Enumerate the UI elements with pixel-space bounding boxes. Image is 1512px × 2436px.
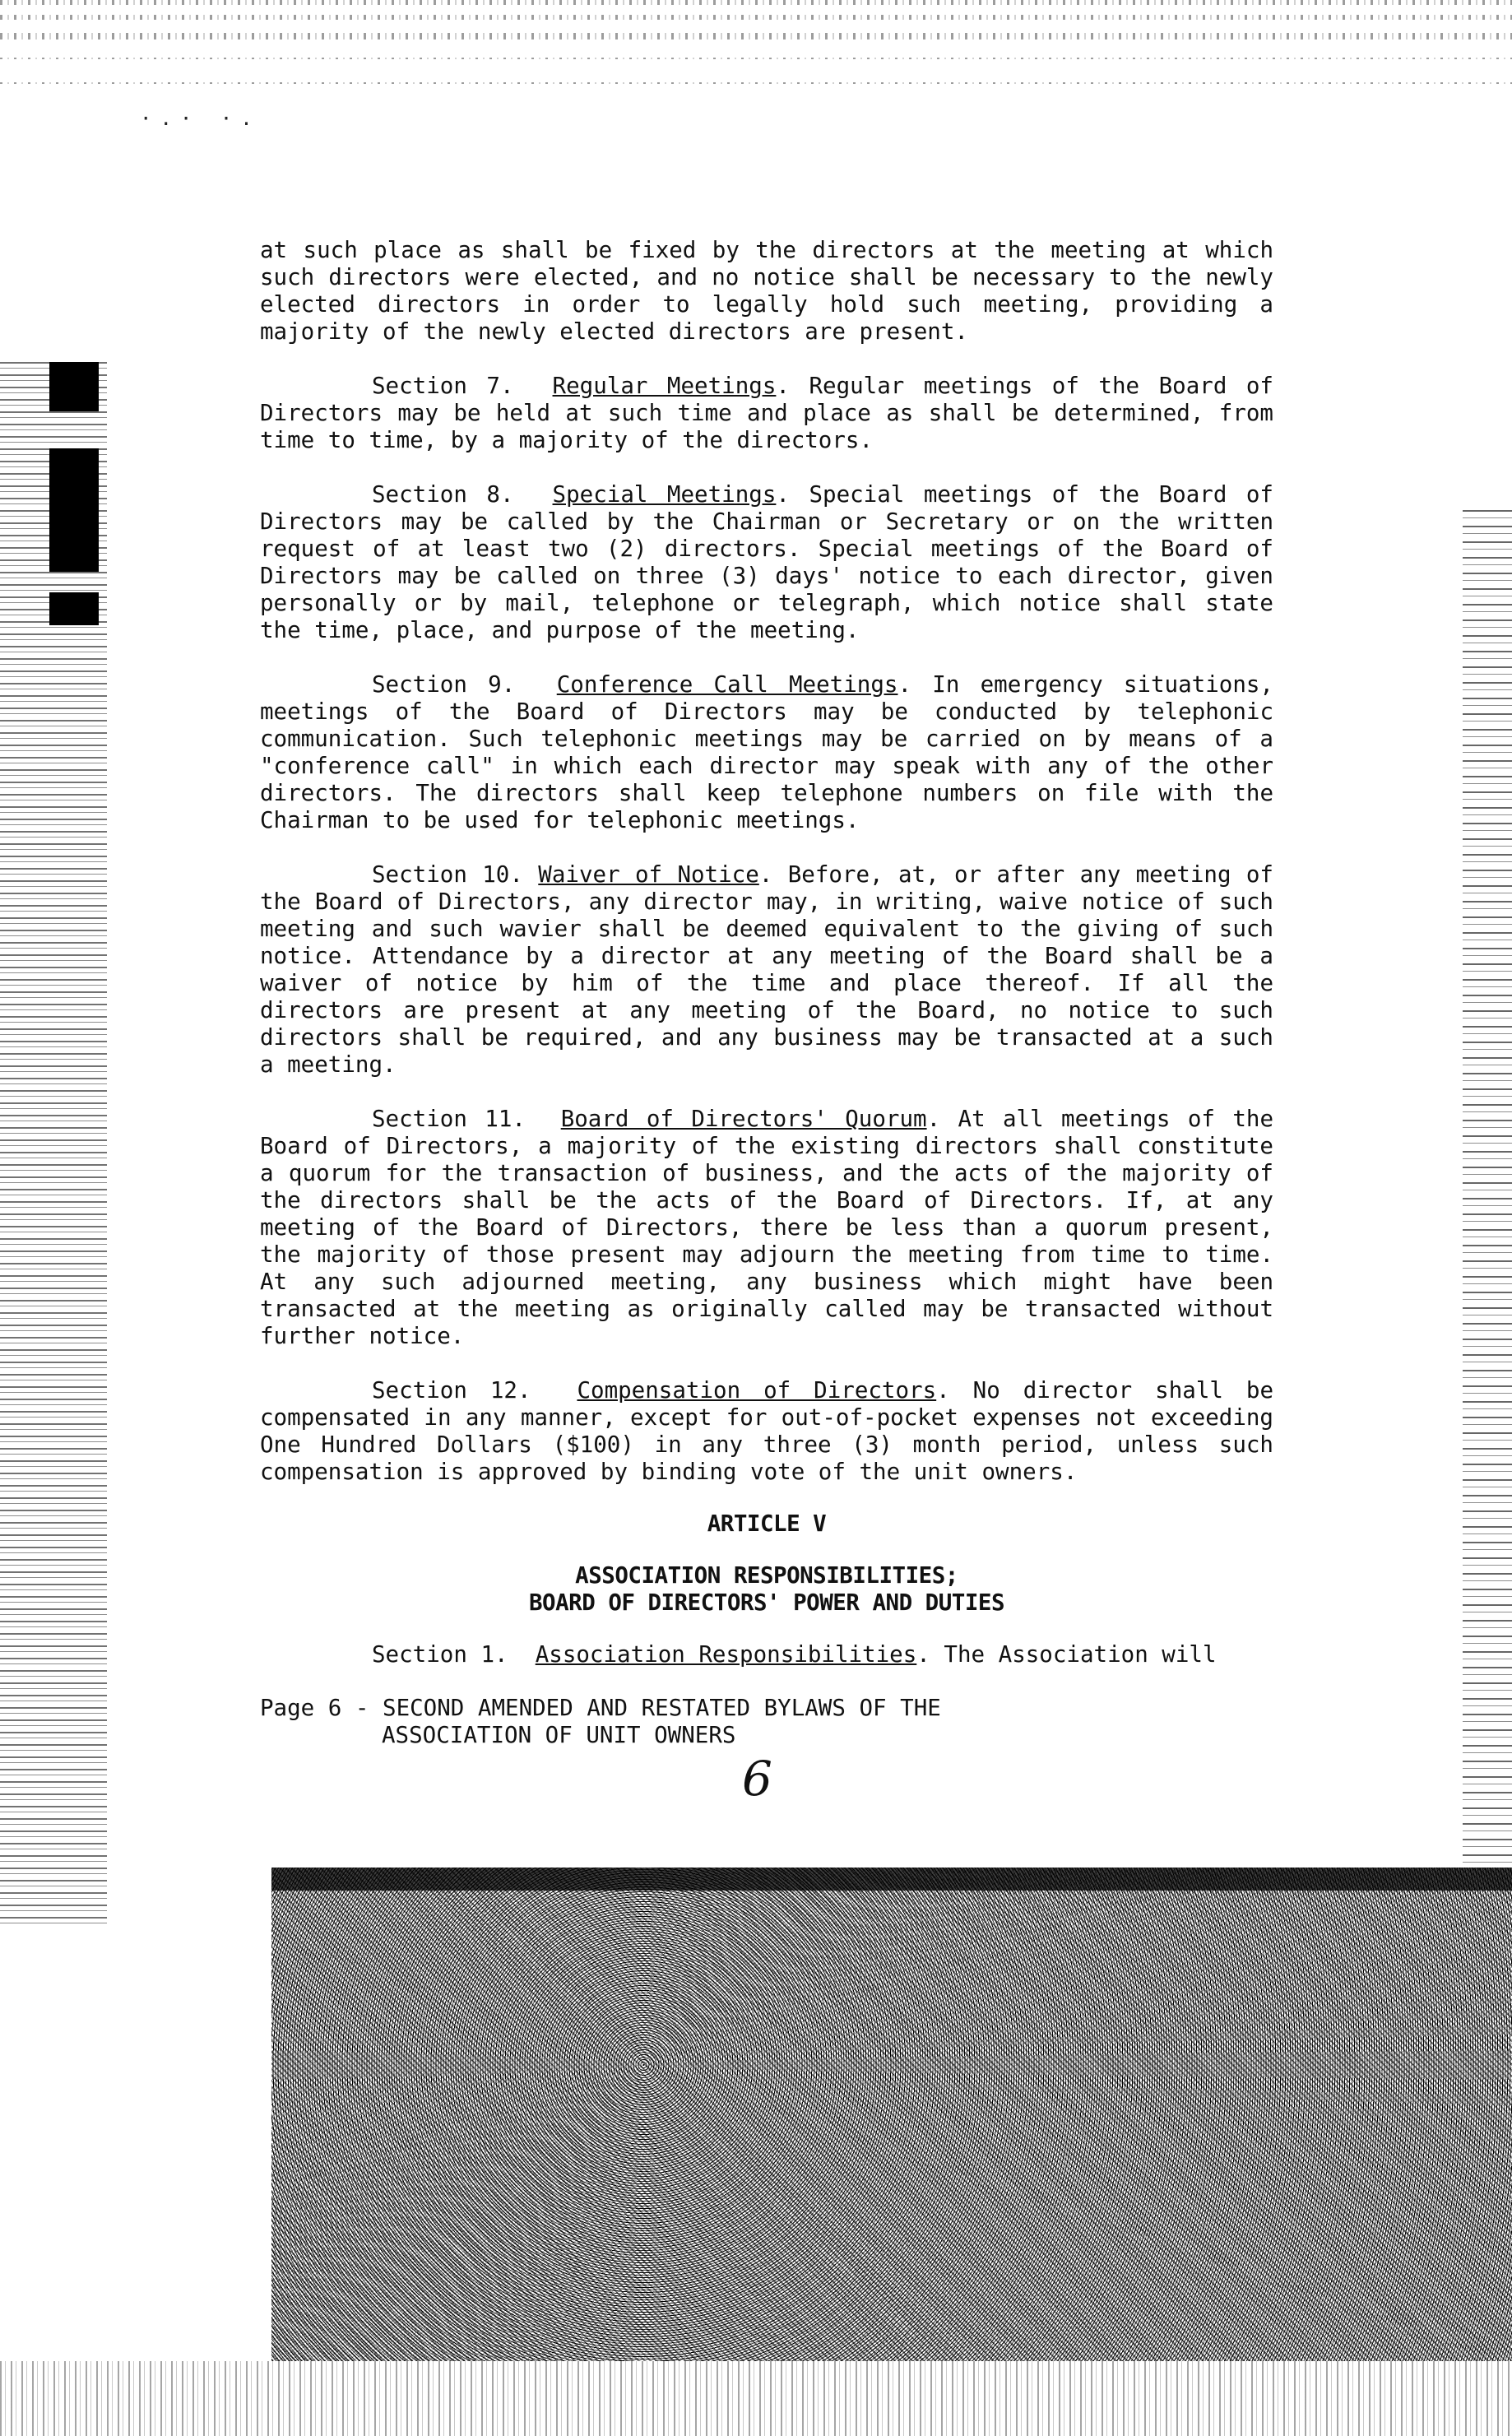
document-page [260, 237, 1273, 1668]
article-subtitle-line2: BOARD OF DIRECTORS' POWER AND DUTIES [528, 1589, 1005, 1616]
opening-paragraph: at such place as shall be fixed by the directors at the meeting at which such directors were elected, and no notice shall be necessary to the newly elected directors in order to legally hold such meeting, providing a majority of the newly elected directors are present. [260, 237, 1273, 345]
footer-line1: Page 6 - SECOND AMENDED AND RESTATED BYLAWS OF THE [260, 1695, 941, 1721]
scan-edge-bottom [271, 1868, 1512, 1891]
scan-block-left-1 [49, 362, 99, 411]
article-section-1 [260, 1641, 1273, 1668]
scan-noise-right [1463, 510, 1512, 1991]
section-8-body: . Special meetings of the Board of Directors may be called by the Chairman or Secretary or on the written request of at least two (2) directors. Special meetings of the Board of Directors may be called on three (3) days' notice to each director, given personally or by mail, telephone or telegraph, which notice shall state the time, place, and purpose of the meeting. [260, 481, 1273, 643]
section-8-number: Section 8. [372, 481, 514, 508]
scan-block-left-3 [49, 592, 99, 625]
section-9-number: Section 9. [372, 671, 516, 698]
section-11-title: Board of Directors' Quorum [560, 1106, 927, 1132]
section-12 [260, 1377, 1273, 1486]
section-12-title: Compensation of Directors [577, 1377, 937, 1404]
section-11-number: Section 11. [372, 1106, 526, 1132]
section-10 [260, 861, 1273, 1079]
article-section-1-body: . The Association will [916, 1641, 1217, 1668]
section-11-body: . At all meetings of the Board of Directors, a majority of the existing directors shall constitute a quorum for the transaction of business, and the acts of the majority of the directors shall be the acts of the Board of Directors. If, at any meeting of the Board of Directors, there be less than a quorum present, the majority of those present may adjourn the meeting from time to time. At any such adjourned meeting, any business which might have been transacted at the meeting as originally called may be transacted without further notice. [260, 1106, 1274, 1349]
scan-block-left-2 [49, 448, 99, 572]
scan-noise-bottom [271, 1868, 1512, 2361]
section-10-body: . Before, at, or after any meeting of the Board of Directors, any director may, in writing, waive notice of such meeting and such wavier shall be deemed equivalent to the giving of such notice. Attendance by a director at any meeting of the Board shall be a waiver of notice by him of the time and place thereof. If all the directors are present at any meeting of the Board, no notice to such directors shall be required, and any business may be transacted at a such a meeting. [260, 861, 1273, 1078]
section-11 [260, 1106, 1273, 1350]
page-footer [260, 1695, 941, 1749]
footer-line2: ASSOCIATION OF UNIT OWNERS [382, 1722, 736, 1748]
section-8 [260, 481, 1273, 644]
section-7 [260, 373, 1273, 454]
section-10-number: Section 10. [372, 861, 523, 888]
section-7-title: Regular Meetings [552, 373, 777, 399]
section-12-number: Section 12. [372, 1377, 531, 1404]
article-heading: ARTICLE V [707, 1510, 827, 1537]
handwritten-page-number: 6 [742, 1751, 772, 1807]
article-section-1-title: Association Responsibilities [535, 1641, 917, 1668]
scan-specks: ·.· ·. [140, 107, 261, 130]
section-8-title: Special Meetings [552, 481, 777, 508]
section-10-title: Waiver of Notice [538, 861, 759, 888]
section-9-body: . In emergency situations, meetings of the Board of Directors may be conducted by telephonic communication. Such telephonic meetings may be carried on by means of a "conference call" in which each director may speak with any of the other directors. The directors shall keep telephone numbers on file with the Chairman to be used for telephonic meetings. [260, 671, 1273, 833]
section-7-body: . Regular meetings of the Board of Directors may be held at such time and place as shall be determined, from time to time, by a majority of the directors. [260, 373, 1273, 453]
section-12-body: . No director shall be compensated in any manner, except for out-of-pocket expenses not exceeding One Hundred Dollars ($100) in any three (3) month period, unless such compensation is approved by binding vote of the unit owners. [260, 1377, 1274, 1485]
scan-noise-top [0, 0, 1512, 90]
section-9-title: Conference Call Meetings [556, 671, 898, 698]
section-7-number: Section 7. [372, 373, 514, 399]
article-subtitle-line1: ASSOCIATION RESPONSIBILITIES; [575, 1562, 958, 1589]
article-section-1-number: Section 1. [372, 1641, 508, 1668]
section-9 [260, 671, 1273, 834]
scan-noise-strip [0, 2361, 1512, 2436]
